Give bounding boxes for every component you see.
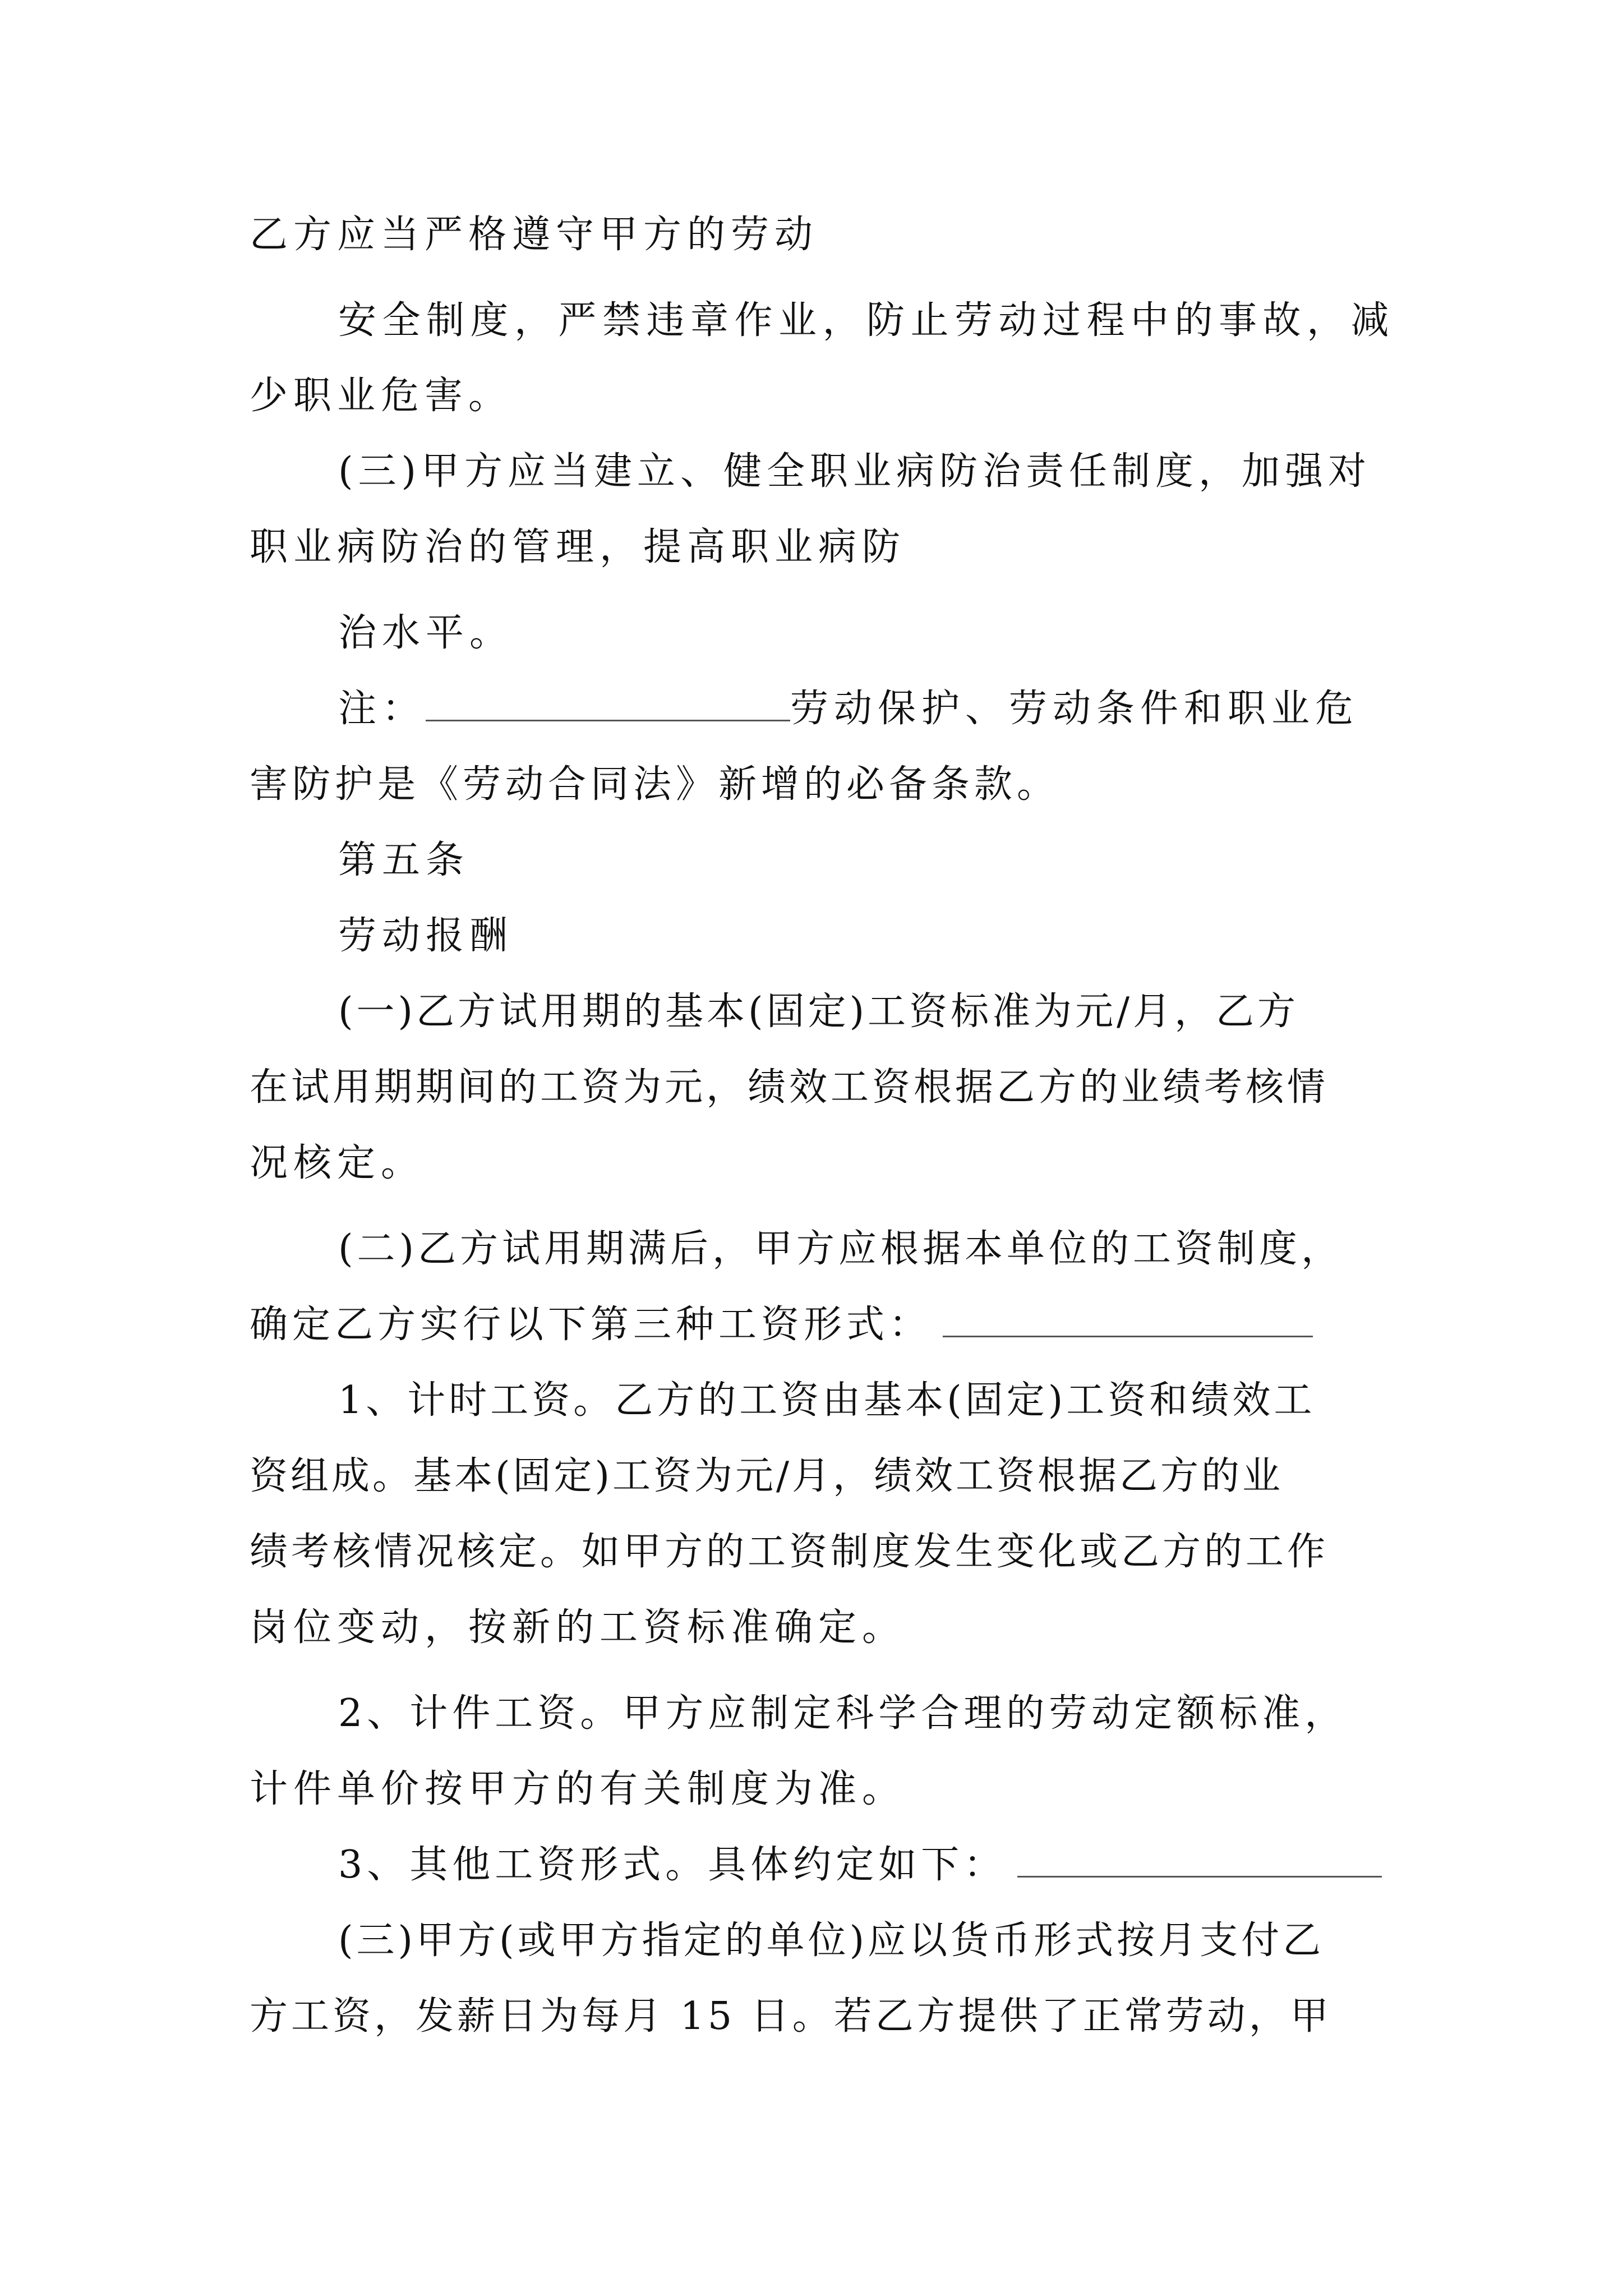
note-label: 注： xyxy=(338,687,426,731)
blank-field[interactable] xyxy=(426,693,790,721)
text-line: (三)甲方应当建立、健全职业病防治责任制度，加强对 xyxy=(338,449,1372,494)
text-line: 资组成。基本(固定)工资为元/月，绩效工资根据乙方的业 xyxy=(250,1454,1283,1498)
text-line xyxy=(250,1299,1382,1351)
article-heading: 第五条 xyxy=(338,838,470,882)
text-line: (二)乙方试用期满后，甲方应根据本单位的工资制度， xyxy=(338,1227,1344,1271)
text-line: 绩考核情况核定。如甲方的工资制度发生变化或乙方的工作 xyxy=(250,1530,1329,1574)
text-line: 安全制度，严禁违章作业，防止劳动过程中的事故，减 xyxy=(338,298,1395,343)
text-line-content: 3、其他工资形式。具体约定如下： xyxy=(338,1843,1007,1887)
text-line: 在试用期期间的工资为元，绩效工资根据乙方的业绩考核情 xyxy=(250,1065,1329,1110)
text-line xyxy=(338,1839,1381,1891)
text-line: 岗位变动，按新的工资标准确定。 xyxy=(250,1605,906,1650)
text-line-content: 确定乙方实行以下第三种工资形式： xyxy=(250,1303,932,1347)
text-line: 少职业危害。 xyxy=(250,374,513,418)
text-line: 治水平。 xyxy=(338,611,514,655)
note-line xyxy=(338,683,1378,735)
text-line: 1、计时工资。乙方的工资由基本(固定)工资和绩效工 xyxy=(338,1378,1316,1423)
text-line: 计件单价按甲方的有关制度为准。 xyxy=(250,1767,906,1811)
section-title: 劳动报酬 xyxy=(338,914,514,958)
note-text: 劳动保护、劳动条件和职业危 xyxy=(790,687,1359,731)
text-line: 职业病防治的管理，提高职业病防 xyxy=(250,525,906,569)
text-line: (三)甲方(或甲方指定的单位)应以货币形式按月支付乙 xyxy=(338,1918,1325,1963)
blank-field[interactable] xyxy=(943,1309,1313,1337)
text-line: 害防护是《劳动合同法》新增的必备条款。 xyxy=(250,762,1060,807)
text-line: 2、计件工资。甲方应制定科学合理的劳动定额标准， xyxy=(338,1691,1348,1736)
text-line: (一)乙方试用期的基本(固定)工资标准为元/月，乙方 xyxy=(338,990,1299,1034)
text-line: 方工资，发薪日为每月 15 日。若乙方提供了正常劳动，甲 xyxy=(250,1994,1332,2039)
text-line: 乙方应当严格遵守甲方的劳动 xyxy=(250,213,819,257)
text-line: 况核定。 xyxy=(250,1141,425,1185)
blank-field[interactable] xyxy=(1017,1849,1382,1878)
